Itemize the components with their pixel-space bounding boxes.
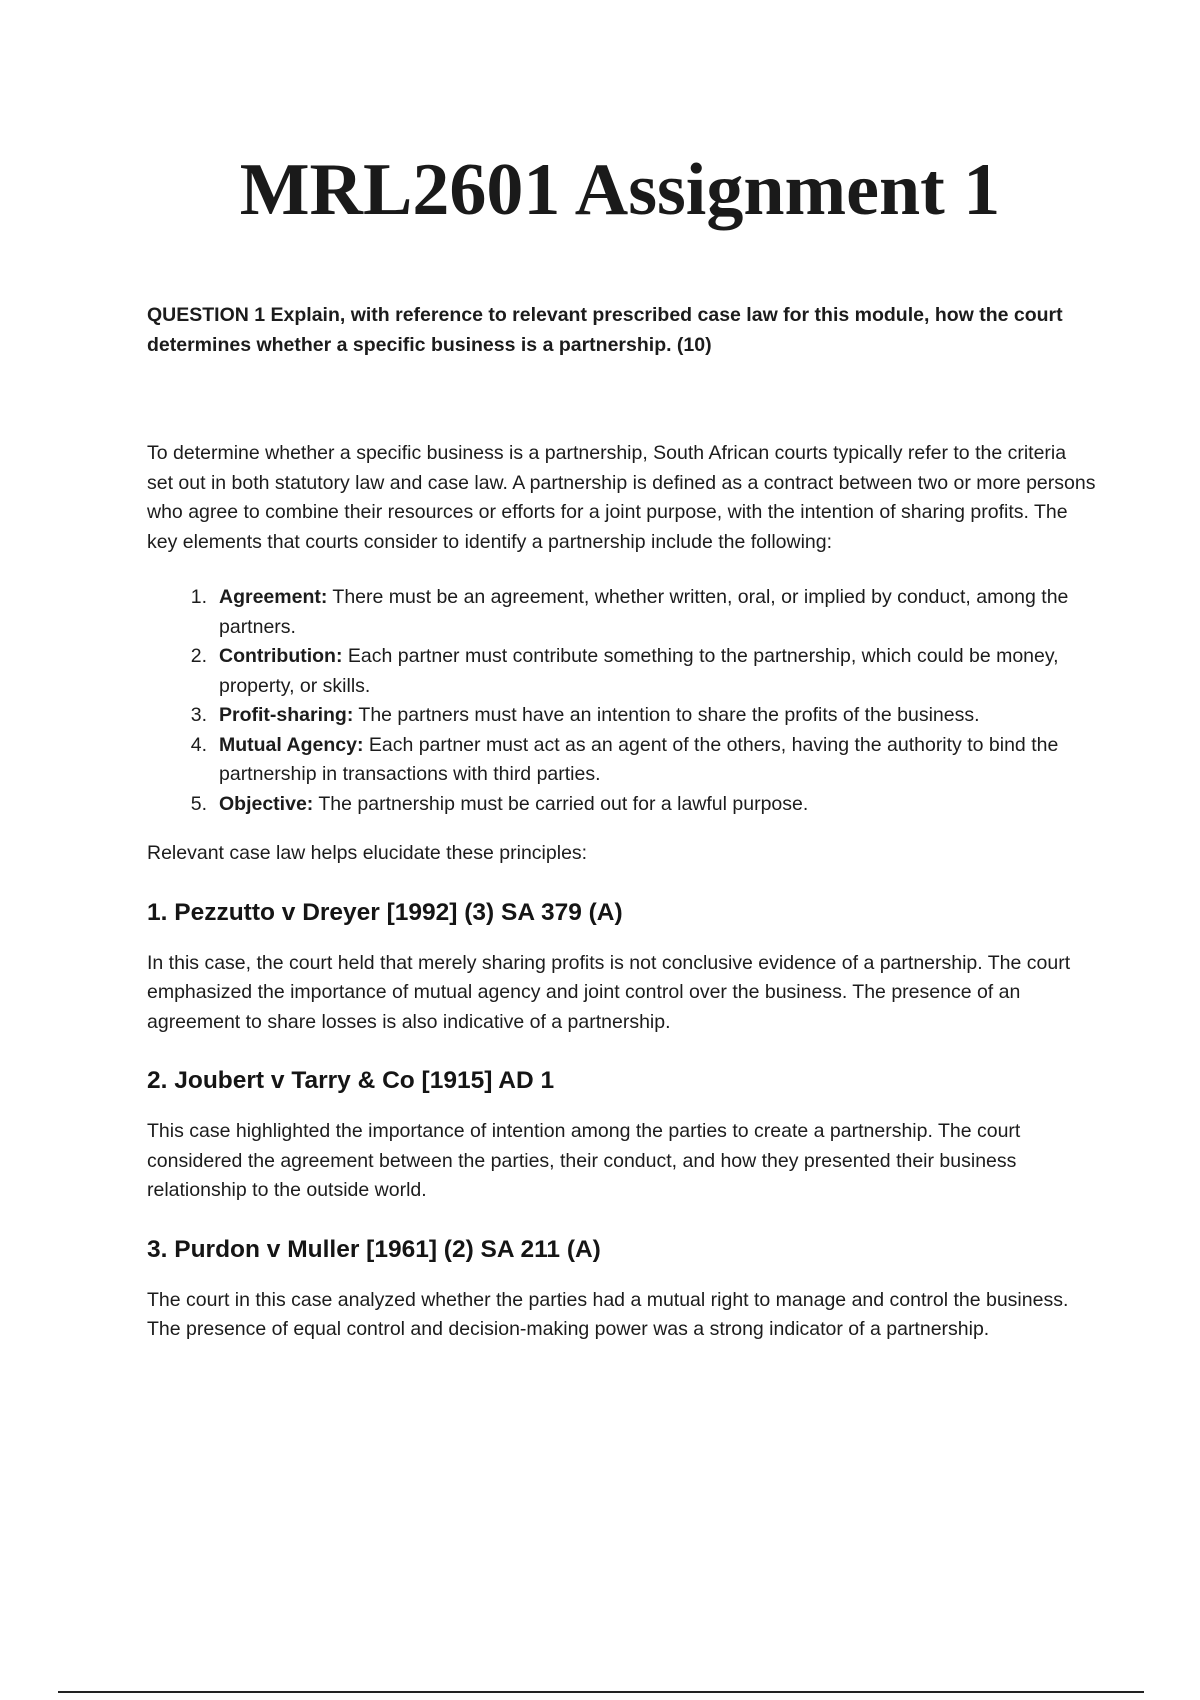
criteria-item (190, 583, 1097, 642)
case-summary: In this case, the court held that merely sharing profits is not conclusive evidence of a partnership. The court emphasized the importance of mutual agency and joint control over the business. The presence of an agreement to share losses is also indicative of a partnership. (147, 951, 1071, 1033)
footer-divider (58, 1691, 1144, 1693)
case-heading: 1. Pezzutto v Dreyer [1992] (3) SA 379 (A) (147, 898, 623, 926)
question-text: QUESTION 1 Explain, with reference to relevant prescribed case law for this module, how the court determines whether a specific business is a partnership. (10) (147, 304, 1063, 356)
criteria-number: 2. (190, 645, 207, 667)
criteria-description: Each partner must contribute something to the partnership, which could be money, property, or skills. (219, 645, 1059, 697)
criteria-term: Profit-sharing: (219, 704, 354, 726)
case-section (147, 1234, 1097, 1345)
criteria-term: Objective: (219, 792, 314, 815)
case-heading: 2. Joubert v Tarry & Co [1915] AD 1 (147, 1067, 555, 1094)
case-law-intro: Relevant case law helps elucidate these principles: (147, 842, 588, 864)
criteria-item (190, 701, 1097, 731)
criteria-number: 5. (190, 792, 207, 815)
criteria-number: 3. (190, 704, 207, 726)
case-summary: This case highlighted the importance of intention among the parties to create a partnership. The court considered the agreement between the parties, their conduct, and how they presented their business relationship to the outside world. (147, 1120, 1021, 1201)
document-body (147, 300, 1097, 1345)
criteria-item (190, 731, 1097, 790)
criteria-item (190, 642, 1097, 701)
criteria-term: Mutual Agency: (219, 733, 364, 756)
criteria-description: The partnership must be carried out for a lawful purpose. (313, 792, 809, 815)
criteria-description: Each partner must act as an agent of the others, having the authority to bind the partnership in transactions with third parties. (219, 733, 1059, 785)
criteria-description: The partners must have an intention to share the profits of the business. (353, 704, 980, 726)
case-section (147, 897, 1097, 1038)
criteria-number: 4. (190, 733, 207, 756)
partnership-criteria-list (147, 583, 1097, 819)
criteria-term: Agreement: (219, 586, 328, 608)
criteria-number: 1. (190, 586, 207, 608)
intro-paragraph: To determine whether a specific business is a partnership, South African courts typically refer to the criteria set out in both statutory law and case law. A partnership is defined as a contract between two or more persons who agree to combine their resources or efforts for a joint purpose, with the intention of sharing profits. The key elements that courts consider to identify a partnership include the following: (147, 442, 1096, 553)
case-heading: 3. Purdon v Muller [1961] (2) SA 211 (A) (147, 1235, 601, 1263)
case-section (147, 1065, 1097, 1206)
criteria-description: There must be an agreement, whether written, oral, or implied by conduct, among the partners. (219, 586, 1069, 638)
case-summary: The court in this case analyzed whether the parties had a mutual right to manage and control the business. The presence of equal control and decision-making power was a strong indicator of a partnership. (147, 1288, 1069, 1340)
criteria-item (190, 790, 1097, 820)
criteria-term: Contribution: (219, 645, 343, 667)
document-title: MRL2601 Assignment 1 (239, 149, 1001, 231)
